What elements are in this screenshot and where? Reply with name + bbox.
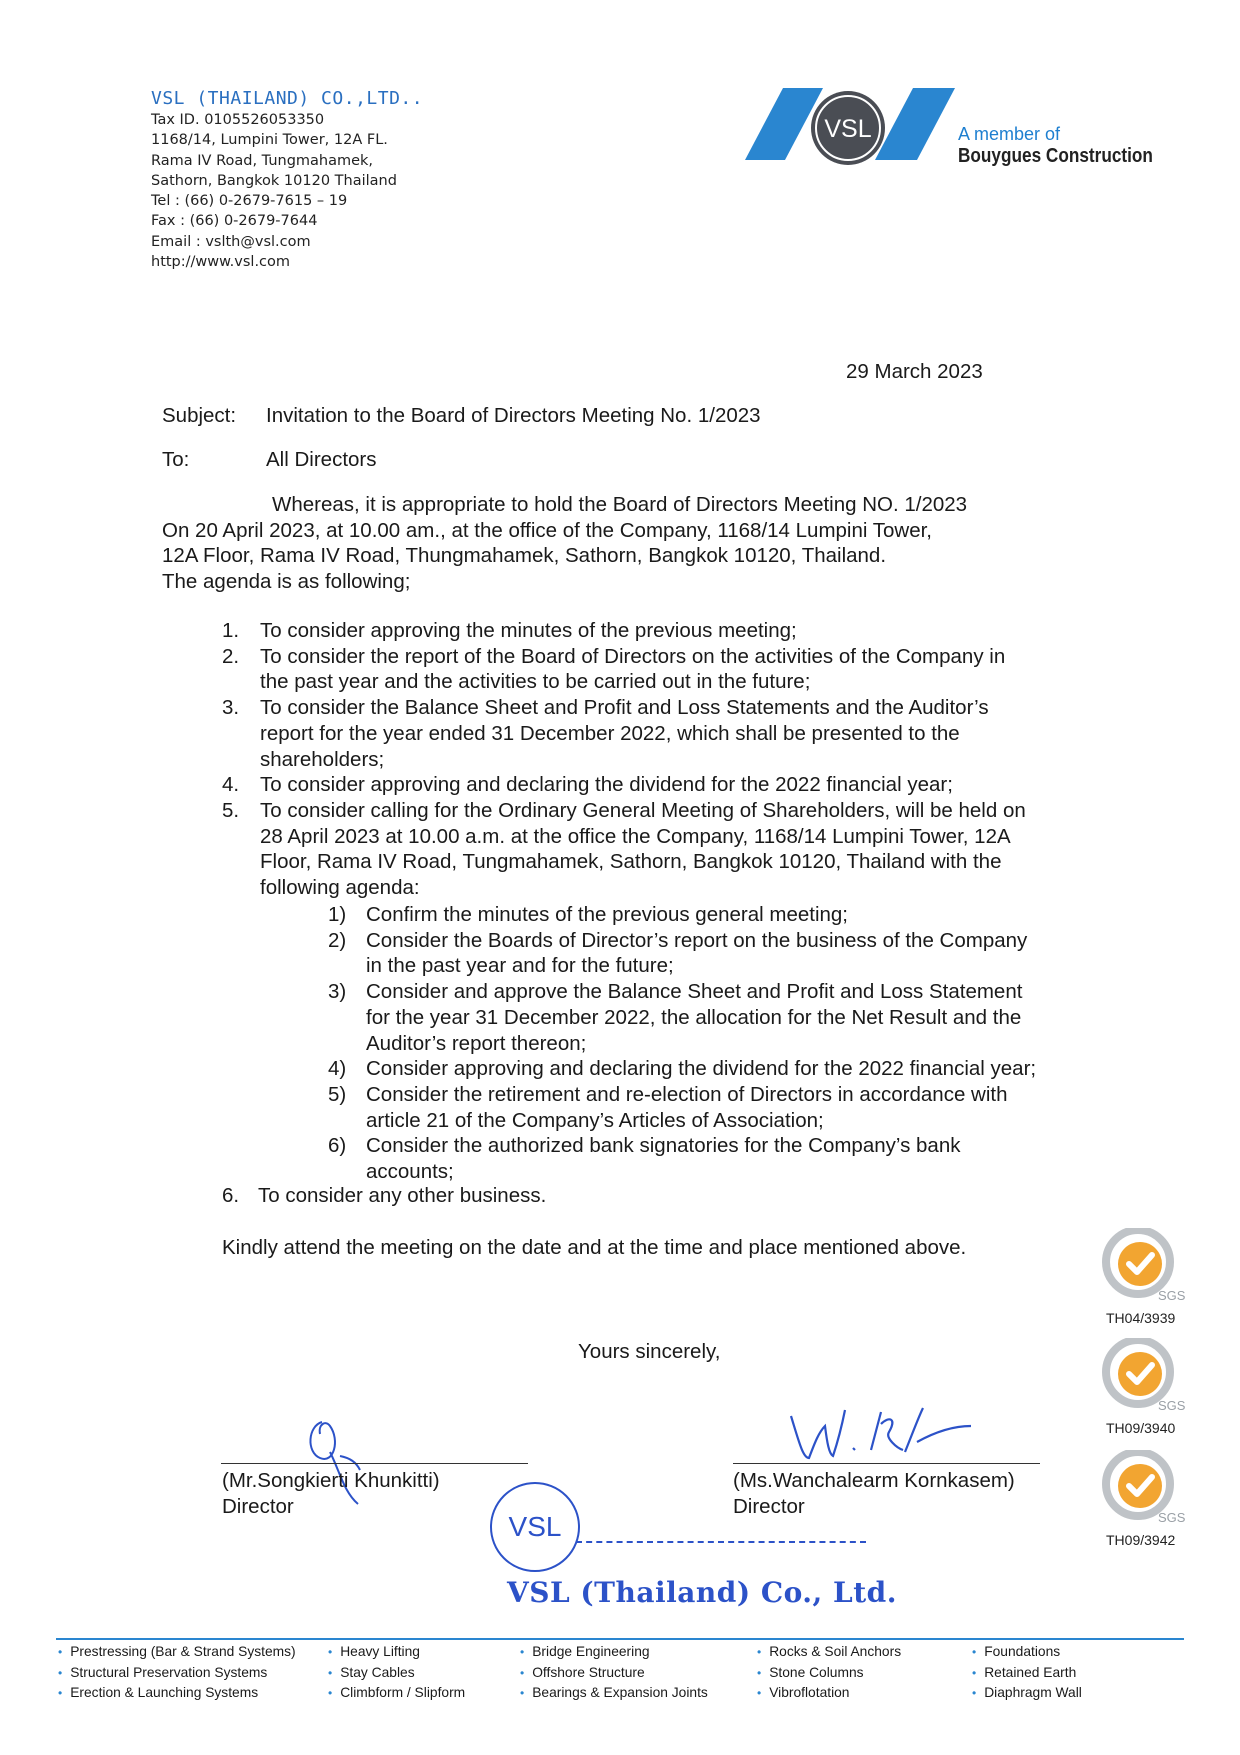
footer-service-label: Heavy Lifting [340,1644,420,1659]
intro-line: Whereas, it is appropriate to hold the Board of Directors Meeting NO. 1/2023 [272,493,968,516]
agenda-number: 5) [328,1082,347,1106]
footer-service-label: Rocks & Soil Anchors [769,1644,902,1659]
agenda-line: the past year and the activities to be carried out in the future; [260,670,811,694]
agenda-number: 3. [222,696,240,720]
website: http://www.vsl.com [151,254,291,271]
agenda-number: 6) [328,1134,347,1158]
right-signatory-title: Director [733,1495,805,1518]
agenda-list [222,618,1026,901]
bullet-icon: • [328,1665,333,1680]
bullet-icon: • [520,1665,525,1680]
agenda-item [328,1082,1036,1133]
footer-service-label: Vibroflotation [769,1685,850,1701]
agenda-line: Consider and approve the Balance Sheet and Profit and Loss Statement [366,980,1023,1004]
yours-sincerely: Yours sincerely, [578,1340,721,1363]
left-signatory-name: (Mr.Songkierti Khunkitti) [222,1469,440,1492]
agenda-number: 1) [328,903,347,926]
footer-column [972,1642,1082,1704]
bullet-icon: • [58,1645,63,1659]
certificate-code: TH09/3940 [1106,1420,1176,1436]
logo-text: VSL [824,115,872,143]
address-line-3: Sathorn, Bangkok 10120 Thailand [151,172,397,189]
sgs-mark: SGS [1158,1510,1186,1525]
agenda-text [366,928,1027,979]
footer-service-label: Stay Cables [340,1664,415,1680]
agenda-text [366,1133,960,1184]
agenda-line: Consider approving and declaring the dividend for the 2022 financial year; [366,1057,1037,1081]
bullet-icon: • [757,1665,762,1680]
agenda-line: in the past year and for the future; [366,954,674,978]
company-seal [490,1482,580,1572]
footer-column [328,1642,465,1704]
agenda-item [222,1183,546,1209]
footer-service-item [520,1663,708,1684]
agenda-number: 1. [222,619,240,642]
agenda-line: Consider the authorized bank signatories for the Company’s bank [366,1134,961,1158]
footer-service-item [520,1642,708,1663]
certificate-badge [1100,1228,1186,1305]
footer-service-label: Climbform / Slipform [340,1685,466,1701]
agenda-text [260,695,989,772]
right-signature-line [733,1463,1040,1464]
company-name: VSL (THAILAND) CO.,LTD.. [151,88,424,109]
agenda-text [260,772,953,798]
agenda-line: for the year 31 December 2022, the allocation for the Net Result and the [366,1005,1022,1029]
left-signatory-title: Director [222,1495,294,1518]
agenda-text [260,644,1005,695]
agenda-item [328,902,1036,928]
agenda-line: To consider calling for the Ordinary General Meeting of Shareholders, will be held on [260,798,1026,822]
right-signatory-name: (Ms.Wanchalearm Kornkasem) [733,1469,1015,1492]
agenda-number: 6. [222,1184,240,1207]
subject-text: Invitation to the Board of Directors Meeting No. 1/2023 [266,404,761,427]
footer-service-item [972,1683,1082,1704]
address-line-1: 1168/14, Lumpini Tower, 12A FL. [151,132,388,149]
intro-line: 12A Floor, Rama IV Road, Thungmahamek, Sathorn, Bangkok 10120, Thailand. [162,544,887,568]
agenda-line: following agenda: [260,876,420,900]
bullet-icon: • [520,1686,525,1701]
footer-service-item [972,1642,1082,1663]
agenda-text: To consider any other business. [258,1184,547,1207]
agenda-number: 2. [222,644,240,668]
agenda-item [328,979,1036,1056]
agenda-line: Floor, Rama IV Road, Tungmahamek, Sathorn, Bangkok 10120, Thailand with the [260,850,1002,874]
footer-column [520,1642,708,1704]
agenda-line: shareholders; [260,747,385,771]
footer-service-label: Offshore Structure [532,1664,645,1680]
agenda-text [366,1056,1036,1082]
certificate-badge [1100,1450,1186,1527]
agenda-number: 3) [328,980,347,1004]
agenda-line: Auditor’s report thereon; [366,1031,587,1055]
agenda-line: 28 April 2023 at 10.00 a.m. at the office the Company, 1168/14 Lumpini Tower, 12A [260,824,1011,848]
agenda-text [366,1082,1008,1133]
footer-service-item [58,1642,296,1663]
footer-column [757,1642,901,1704]
agenda-text [366,902,848,928]
footer-service-item [757,1683,901,1704]
left-signature-line [221,1463,528,1464]
agenda-line: To consider approving and declaring the dividend for the 2022 financial year; [260,773,953,797]
agenda-item [222,618,1026,644]
intro-line: On 20 April 2023, at 10.00 am., at the office of the Company, 1168/14 Lumpini Tower, [162,518,933,542]
agenda-number: 2) [328,928,347,952]
agenda-line: accounts; [366,1160,454,1184]
bullet-icon: • [58,1686,63,1701]
company-stamp: VSL (Thailand) Co., Ltd. [507,1576,897,1609]
footer-service-label: Diaphragm Wall [984,1685,1082,1701]
to-text: All Directors [266,448,377,471]
agenda-item [222,644,1026,695]
telephone: Tel : (66) 0-2679-7615 – 19 [151,193,348,210]
bullet-icon: • [520,1645,525,1659]
footer-service-label: Retained Earth [984,1664,1077,1680]
footer-service-item [328,1663,465,1684]
tax-id: Tax ID. 0105526053350 [151,112,325,128]
agenda-line: To consider the report of the Board of Directors on the activities of the Company in [260,644,1006,668]
agenda-item [222,798,1026,901]
bullet-icon: • [972,1645,977,1659]
agenda-line: article 21 of the Company’s Articles of Association; [366,1108,824,1132]
agenda-text [260,618,797,644]
footer-service-item [757,1663,901,1684]
agenda-number: 4. [222,773,240,797]
bullet-icon: • [972,1686,977,1701]
intro-line: The agenda is as following; [162,570,411,594]
agenda-line: Consider the retirement and re-election of Directors in accordance with [366,1082,1008,1106]
footer-service-label: Stone Columns [769,1664,864,1680]
footer-service-label: Bridge Engineering [532,1644,650,1659]
agenda-number: 5. [222,798,240,822]
bullet-icon: • [757,1645,762,1659]
agenda-line: Confirm the minutes of the previous general meeting; [366,903,849,926]
company-address-block [151,110,397,272]
bullet-icon: • [58,1665,63,1680]
footer-service-label: Erection & Launching Systems [70,1685,259,1701]
subject-label: Subject: [162,404,237,427]
footer-service-label: Foundations [984,1644,1061,1659]
footer-service-item [757,1642,901,1663]
logo-group-name: Bouygues Construction [958,145,1153,167]
footer-service-item [328,1642,465,1663]
agenda-item [328,1056,1036,1082]
sub-agenda-list [328,902,1036,1185]
footer-column [58,1642,296,1704]
intro-paragraph [162,492,967,595]
sgs-mark: SGS [1158,1398,1186,1413]
agenda-item [328,928,1036,979]
footer-divider [56,1638,1184,1640]
letter-date: 29 March 2023 [846,360,983,383]
seal-dashed-line [576,1541,866,1543]
to-label: To: [162,448,190,471]
agenda-line: To consider approving the minutes of the previous meeting; [260,619,797,642]
sgs-mark: SGS [1158,1288,1186,1303]
certificate-code: TH04/3939 [1106,1310,1176,1326]
certificate-badge [1100,1338,1186,1415]
agenda-item [222,695,1026,772]
agenda-item [222,772,1026,798]
footer-service-label: Structural Preservation Systems [70,1664,268,1680]
fax: Fax : (66) 0-2679-7644 [151,213,318,230]
email: Email : vslth@vsl.com [151,233,311,250]
agenda-item [328,1133,1036,1184]
footer-service-item [328,1683,465,1704]
logo-member-of: A member of [958,124,1061,144]
footer-service-label: Prestressing (Bar & Strand Systems) [70,1644,296,1659]
address-line-2: Rama IV Road, Tungmahamek, [151,152,374,169]
closing-sentence: Kindly attend the meeting on the date and at the time and place mentioned above. [222,1236,967,1259]
seal-text: VSL [508,1511,562,1542]
bullet-icon: • [328,1645,333,1659]
agenda-line: report for the year ended 31 December 2022, which shall be presented to the [260,721,960,745]
footer-service-item [972,1663,1082,1684]
agenda-text [366,979,1022,1056]
footer-service-item [58,1663,296,1684]
agenda-number: 4) [328,1057,347,1081]
certificate-code: TH09/3942 [1106,1532,1176,1548]
agenda-text [260,798,1026,901]
right-signature [785,1402,975,1464]
agenda-line: To consider the Balance Sheet and Profit and Loss Statements and the Auditor’s [260,696,989,720]
footer-service-label: Bearings & Expansion Joints [532,1685,708,1701]
bullet-icon: • [757,1686,762,1701]
bullet-icon: • [328,1686,333,1701]
footer-service-item [520,1683,708,1704]
bullet-icon: • [972,1665,977,1680]
left-signature [300,1412,390,1512]
footer-service-item [58,1683,296,1704]
agenda-line: Consider the Boards of Director’s report on the business of the Company [366,928,1028,952]
